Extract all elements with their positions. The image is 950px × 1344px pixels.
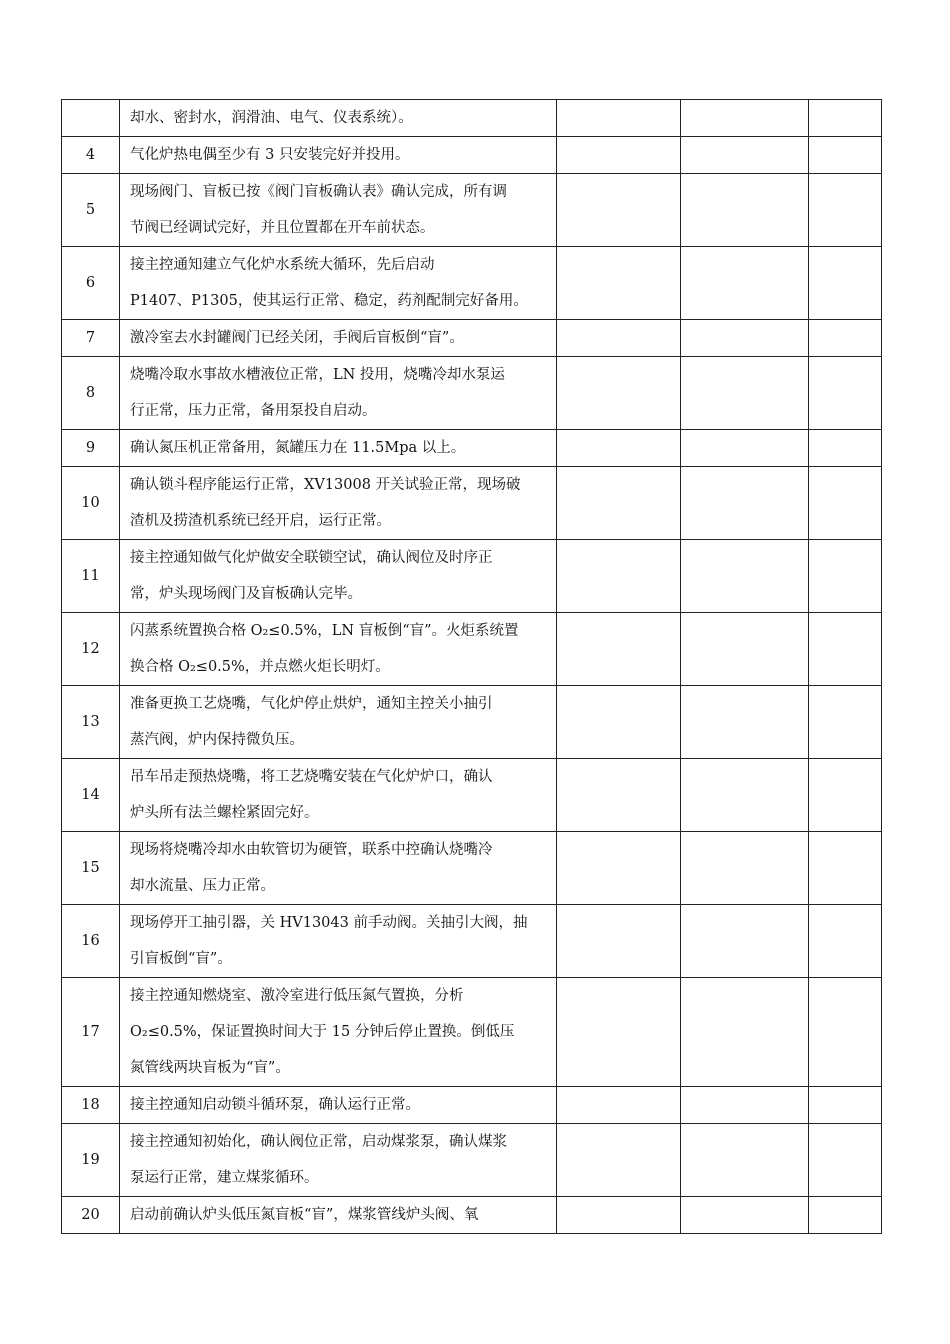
row-number: 20 — [62, 1197, 120, 1234]
table-row — [62, 247, 882, 320]
row-number: 10 — [62, 467, 120, 540]
check-cell-a — [557, 978, 681, 1087]
row-content — [120, 430, 557, 467]
row-content — [120, 905, 557, 978]
check-cell-c — [809, 137, 882, 174]
table-row — [62, 759, 882, 832]
check-cell-b — [681, 174, 809, 247]
check-cell-b — [681, 905, 809, 978]
content-line: 接主控通知燃烧室、激冷室进行低压氮气置换，分析 — [130, 988, 464, 1004]
content-line: 蒸汽阀，炉内保持微负压。 — [130, 732, 304, 748]
table-row — [62, 320, 882, 357]
check-cell-b — [681, 137, 809, 174]
check-cell-c — [809, 430, 882, 467]
content-line: 接主控通知初始化，确认阀位正常，启动煤浆泵，确认煤浆 — [130, 1134, 507, 1150]
row-number: 12 — [62, 613, 120, 686]
content-line: 烧嘴冷取水事故水槽液位正常，LN 投用，烧嘴冷却水泵运 — [130, 367, 505, 383]
table-row — [62, 613, 882, 686]
check-cell-c — [809, 174, 882, 247]
check-cell-a — [557, 613, 681, 686]
check-cell-c — [809, 613, 882, 686]
row-content — [120, 832, 557, 905]
checklist-table — [61, 99, 882, 1234]
table-row — [62, 540, 882, 613]
check-cell-a — [557, 1197, 681, 1234]
check-cell-c — [809, 100, 882, 137]
content-line: 炉头所有法兰螺栓紧固完好。 — [130, 805, 319, 821]
check-cell-c — [809, 320, 882, 357]
check-cell-a — [557, 320, 681, 357]
check-cell-b — [681, 832, 809, 905]
check-cell-b — [681, 1197, 809, 1234]
table-row — [62, 832, 882, 905]
content-line: 接主控通知做气化炉做安全联锁空试，确认阀位及时序正 — [130, 550, 493, 566]
check-cell-b — [681, 1087, 809, 1124]
check-cell-a — [557, 905, 681, 978]
check-cell-a — [557, 430, 681, 467]
check-cell-c — [809, 357, 882, 430]
table-row — [62, 357, 882, 430]
content-line: 引盲板倒“盲”。 — [130, 951, 232, 967]
row-number: 14 — [62, 759, 120, 832]
content-line: 启动前确认炉头低压氮盲板“盲”，煤浆管线炉头阀、氧 — [130, 1207, 479, 1223]
row-content — [120, 686, 557, 759]
check-cell-c — [809, 540, 882, 613]
table-row — [62, 1124, 882, 1197]
table-row — [62, 1197, 882, 1234]
content-line: 现场阀门、盲板已按《阀门盲板确认表》确认完成，所有调 — [130, 184, 507, 200]
check-cell-c — [809, 759, 882, 832]
row-content — [120, 613, 557, 686]
content-line: P1407、P1305，使其运行正常、稳定，药剂配制完好备用。 — [130, 293, 528, 309]
row-number: 9 — [62, 430, 120, 467]
content-line: 泵运行正常，建立煤浆循环。 — [130, 1170, 319, 1186]
checklist-body — [62, 100, 882, 1234]
check-cell-b — [681, 320, 809, 357]
check-cell-a — [557, 467, 681, 540]
content-line: 现场停开工抽引器，关 HV13043 前手动阀。关抽引大阀，抽 — [130, 915, 528, 931]
row-content — [120, 1197, 557, 1234]
row-number: 17 — [62, 978, 120, 1087]
content-line: 节阀已经调试完好，并且位置都在开车前状态。 — [130, 220, 435, 236]
check-cell-c — [809, 905, 882, 978]
row-content — [120, 1124, 557, 1197]
check-cell-c — [809, 978, 882, 1087]
check-cell-a — [557, 137, 681, 174]
row-number: 16 — [62, 905, 120, 978]
check-cell-b — [681, 467, 809, 540]
check-cell-b — [681, 247, 809, 320]
row-content — [120, 540, 557, 613]
content-line: 氮管线两块盲板为“盲”。 — [130, 1060, 290, 1076]
table-row — [62, 100, 882, 137]
check-cell-a — [557, 686, 681, 759]
check-cell-a — [557, 540, 681, 613]
row-content — [120, 1087, 557, 1124]
row-content — [120, 759, 557, 832]
content-line: O₂≤0.5%，保证置换时间大于 15 分钟后停止置换。倒低压 — [130, 1024, 515, 1040]
table-row — [62, 174, 882, 247]
check-cell-b — [681, 978, 809, 1087]
row-content — [120, 174, 557, 247]
check-cell-b — [681, 100, 809, 137]
check-cell-a — [557, 247, 681, 320]
check-cell-a — [557, 174, 681, 247]
check-cell-a — [557, 357, 681, 430]
row-content — [120, 247, 557, 320]
content-line: 常，炉头现场阀门及盲板确认完毕。 — [130, 586, 362, 602]
table-row — [62, 978, 882, 1087]
content-line: 行正常，压力正常，备用泵投自启动。 — [130, 403, 377, 419]
content-line: 渣机及捞渣机系统已经开启，运行正常。 — [130, 513, 391, 529]
row-number: 18 — [62, 1087, 120, 1124]
content-line: 气化炉热电偶至少有 3 只安装完好并投用。 — [130, 147, 410, 163]
check-cell-c — [809, 1087, 882, 1124]
check-cell-b — [681, 540, 809, 613]
row-content — [120, 320, 557, 357]
content-line: 确认氮压机正常备用，氮罐压力在 11.5Mpa 以上。 — [130, 440, 466, 456]
check-cell-b — [681, 430, 809, 467]
content-line: 接主控通知建立气化炉水系统大循环，先后启动 — [130, 257, 435, 273]
row-number: 7 — [62, 320, 120, 357]
check-cell-b — [681, 1124, 809, 1197]
check-cell-a — [557, 1124, 681, 1197]
check-cell-a — [557, 1087, 681, 1124]
check-cell-c — [809, 1197, 882, 1234]
content-line: 确认锁斗程序能运行正常，XV13008 开关试验正常，现场破 — [130, 477, 521, 493]
row-number: 8 — [62, 357, 120, 430]
content-line: 现场将烧嘴冷却水由软管切为硬管，联系中控确认烧嘴冷 — [130, 842, 493, 858]
content-line: 吊车吊走预热烧嘴，将工艺烧嘴安装在气化炉炉口，确认 — [130, 769, 493, 785]
table-row — [62, 467, 882, 540]
row-number: 6 — [62, 247, 120, 320]
check-cell-c — [809, 467, 882, 540]
check-cell-c — [809, 832, 882, 905]
row-number: 19 — [62, 1124, 120, 1197]
content-line: 激冷室去水封罐阀门已经关闭，手阀后盲板倒“盲”。 — [130, 330, 464, 346]
check-cell-b — [681, 357, 809, 430]
content-line: 接主控通知启动锁斗循环泵，确认运行正常。 — [130, 1097, 420, 1113]
row-content — [120, 137, 557, 174]
check-cell-a — [557, 759, 681, 832]
row-number: 15 — [62, 832, 120, 905]
content-line: 换合格 O₂≤0.5%，并点燃火炬长明灯。 — [130, 659, 390, 675]
table-row — [62, 137, 882, 174]
row-number: 11 — [62, 540, 120, 613]
table-row — [62, 686, 882, 759]
row-number — [62, 100, 120, 137]
table-row — [62, 430, 882, 467]
row-content — [120, 467, 557, 540]
row-number: 13 — [62, 686, 120, 759]
row-content — [120, 357, 557, 430]
check-cell-b — [681, 759, 809, 832]
check-cell-c — [809, 247, 882, 320]
row-number: 4 — [62, 137, 120, 174]
row-content — [120, 978, 557, 1087]
content-line: 却水流量、压力正常。 — [130, 878, 275, 894]
content-line: 闪蒸系统置换合格 O₂≤0.5%，LN 盲板倒“盲”。火炬系统置 — [130, 623, 519, 639]
row-content — [120, 100, 557, 137]
check-cell-b — [681, 686, 809, 759]
content-line: 却水、密封水，润滑油、电气、仪表系统）。 — [130, 110, 413, 126]
row-number: 5 — [62, 174, 120, 247]
content-line: 准备更换工艺烧嘴，气化炉停止烘炉，通知主控关小抽引 — [130, 696, 493, 712]
check-cell-c — [809, 1124, 882, 1197]
check-cell-c — [809, 686, 882, 759]
check-cell-a — [557, 832, 681, 905]
table-row — [62, 1087, 882, 1124]
check-cell-b — [681, 613, 809, 686]
check-cell-a — [557, 100, 681, 137]
table-row — [62, 905, 882, 978]
